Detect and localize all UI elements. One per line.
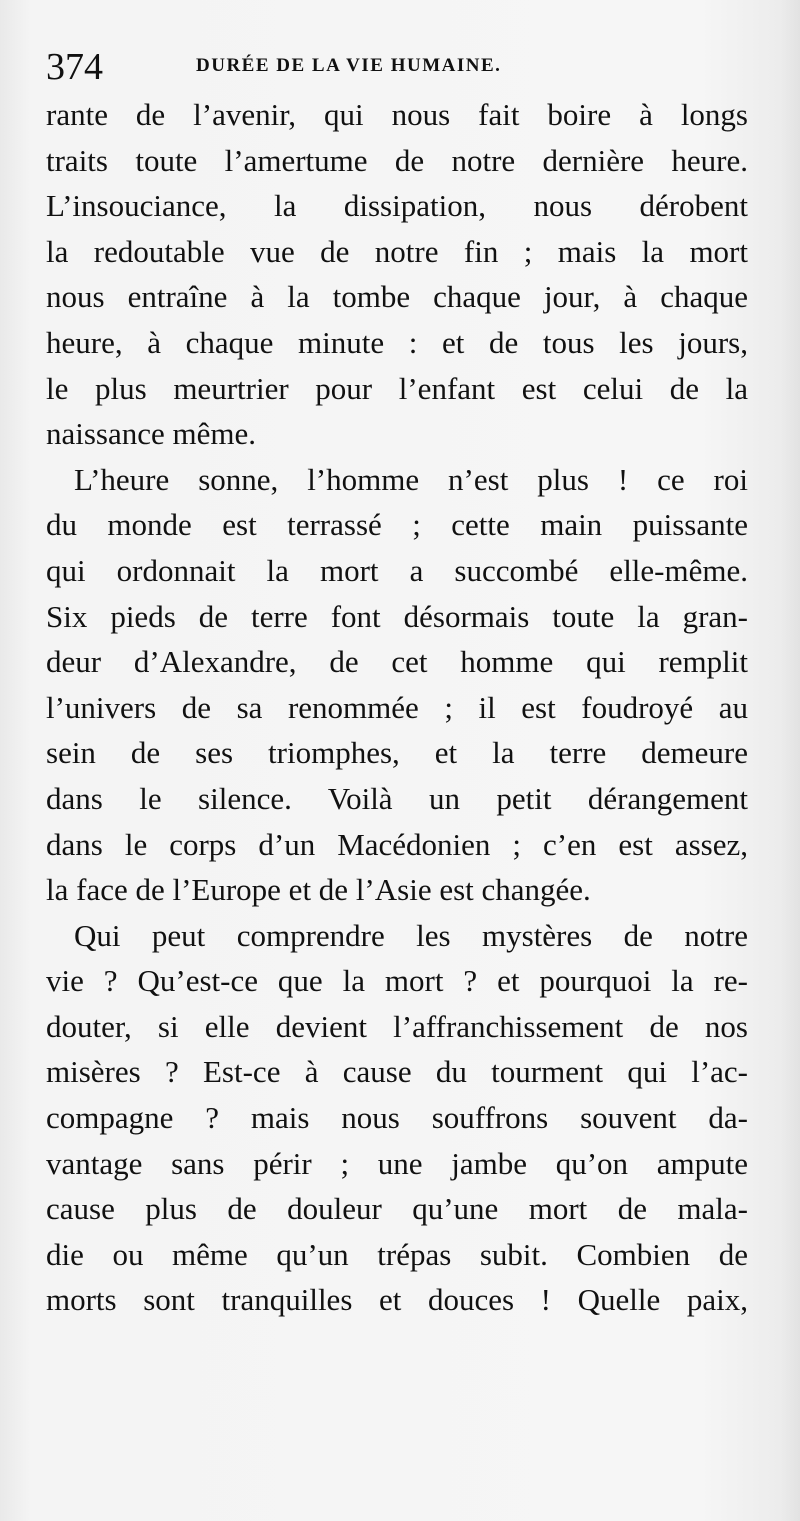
text-line: douter, si elle devient l’affranchissement de nos: [46, 1008, 748, 1044]
text-line: misères ? Est-ce à cause du tourment qui l’ac-: [46, 1054, 748, 1090]
text-line: dans le silence. Voilà un petit dérangement: [46, 780, 748, 816]
text-line: compagne ? mais nous souffrons souvent da-: [46, 1100, 748, 1136]
paragraph: [46, 92, 748, 457]
text-line: naissance même.: [46, 416, 257, 452]
text-line: dans le corps d’un Macédonien ; c’en est assez,: [46, 826, 748, 862]
text-line: du monde est terrassé ; cette main puissante: [46, 507, 748, 543]
text-line: L’insouciance, la dissipation, nous dérobent: [46, 188, 748, 224]
text-line: l’univers de sa renommée ; il est foudroyé au: [46, 689, 748, 725]
page-header: [46, 42, 746, 92]
text-line: die ou même qu’un trépas subit. Combien de: [46, 1236, 748, 1272]
text-line: vantage sans périr ; une jambe qu’on ampute: [46, 1145, 748, 1181]
text-line: morts sont tranquilles et douces ! Quelle paix,: [46, 1282, 748, 1318]
text-line: vie ? Qu’est-ce que la mort ? et pourquoi la re-: [46, 963, 748, 999]
body-text: [46, 92, 748, 1323]
text-line: la face de l’Europe et de l’Asie est changée.: [46, 872, 591, 908]
paragraph: [46, 913, 748, 1323]
text-line: le plus meurtrier pour l’enfant est celui de la: [46, 370, 748, 406]
text-line: heure, à chaque minute : et de tous les jours,: [46, 324, 748, 360]
text-line: deur d’Alexandre, de cet homme qui remplit: [46, 644, 748, 680]
text-line: nous entraîne à la tombe chaque jour, à chaque: [46, 279, 748, 315]
text-line: Qui peut comprendre les mystères de notre: [74, 917, 748, 953]
page-number: 374: [46, 46, 103, 88]
running-head: DURÉE DE LA VIE HUMAINE.: [196, 55, 502, 76]
text-line: sein de ses triomphes, et la terre demeure: [46, 735, 748, 771]
text-line: Six pieds de terre font désormais toute la gran-: [46, 598, 748, 634]
paragraph: [46, 457, 748, 913]
text-line: traits toute l’amertume de notre dernière heure.: [46, 142, 748, 178]
text-line: qui ordonnait la mort a succombé elle-même.: [46, 552, 748, 588]
text-line: cause plus de douleur qu’une mort de mala-: [46, 1191, 748, 1227]
text-line: rante de l’avenir, qui nous fait boire à longs: [46, 97, 748, 132]
text-line: L’heure sonne, l’homme n’est plus ! ce roi: [74, 461, 748, 497]
text-line: la redoutable vue de notre fin ; mais la mort: [46, 233, 748, 269]
